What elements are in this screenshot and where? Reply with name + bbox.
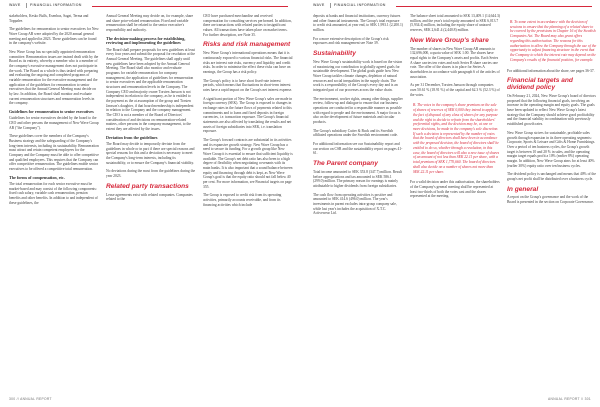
paragraph: Total income amounted to SEK 353.8 (347.7) million. Result before appropriations and tax amounted to SEK 586.1 (299.0) million. The primary reason for earnings is mainly attributable to higher dividends from foreign subsidiaries. xyxy=(313,169,403,188)
paragraph: The Group's forward contracts are substantial in its activities and its expansive growth strategy. New Wave Group has a need to secure its funding. For a growth group like New Wave Group it is essential to ensure that sufficient liquidity is available. The Group's net debt ratio has also been to a high degree of flexibility when negotiating covenants with its main banks. It is also important that a sound balance between equity and financing through debt is kept, as New Wave Group's goal is that the equity ratio should not fall below 40 per cent. For more information, see Financial targets on page 355. xyxy=(203,138,293,189)
text-column-2 xyxy=(106,14,196,206)
subsection-heading: Guidelines for remuneration to senior executives xyxy=(9,109,94,115)
paragraph: A significant portion of New Wave Group's sales are made in foreign currency (SEK). The Group is exposed to changes in exchange rates in the future flows of payments related to this commitments and to loans and fixed deposits in foreign currencies, i.e. transaction exposure. The Group's financial statements are also affected by translating the results and net assets of foreign subsidiaries into SEK, i.e. translation exposure. xyxy=(203,96,293,134)
paragraph: New Wave Group has no specially appointed remuneration committee. Remuneration issues are instead dealt with by the Board as its entirety, whereby a member who is a member of the company's executive management does not participate in the work. The Board as a whole is thus tasked with preparing and evaluating the ongoing and completed programs of variable remuneration for the executive management and the application of the guidelines for remuneration to senior executives that the Annual General Meeting must decide on by law. In addition, the Board shall monitor and evaluate current remuneration structures and remuneration levels in the company. xyxy=(9,50,99,106)
paragraph: stakeholders, Kesko Bulls, Exenbus, Sagat, Terma and Toppalee. xyxy=(9,14,89,23)
paragraph: For a more extensive description of the Group's risk exposures and risk management see Note 39. xyxy=(313,36,389,46)
paragraph: For additional information see our Sustainability report and our section on CSR and the sustainability report on pages 41-61. xyxy=(313,142,403,156)
pull-quote-text: B. The votes in the company's share premium on the sale of shares of reserves of SEK 0,000 they intend to apply to the fact of disposal of any class of shares for any purpose and the right to decide to refrain from the shareholders' preferential rights, and the decision may be, at one or more decisions, be made in the company's sole discretion. If such a decision is represented by the number of votes that the board of directors shall have been in accordance with the proposed decision, the board of directors shall be entitled to do so, whether through a resolution, in this case, the board of directors will also a new issue of shares of an amount of not less than SEK 22.11 per share, with a total premium of SEK 1,770,660. The board of directors shall also decide on a number of shares not more than SEK 22.11 per share. xyxy=(413,103,500,174)
paragraph: The Group is exposed to credit risk from its operating activities, primarily accounts receivable, and from its financing activities which include xyxy=(203,193,282,207)
paragraph: No deviations during the most from the guidelines during the year 2023. xyxy=(106,169,196,178)
section-heading: The Parent company xyxy=(313,160,378,168)
pull-quote xyxy=(410,103,500,174)
paragraph: These guidelines cover the members of the Company's Business strategy and the safeguarding of the Company's long-term interests, including its sustainability. Remuneration must attract and retain competent employees for the Company and the Company must be able to offer competitive and qualified employees. This requires that the Company can offer competitive remuneration. The guidelines enable senior executives to be offered a competitive total remuneration. xyxy=(9,134,99,172)
text-column-5 xyxy=(410,14,500,203)
brand-right: WAVE xyxy=(313,3,325,7)
paragraph: The cash flow from operating activities is positive and amounted to SEK 414.6 (496.0) million. The year's investments in parent excludes intra-group company sale, while last year's includes the acquisition of X.T.C. Activewear Ltd. xyxy=(313,192,397,216)
paragraph: A report on the Group's governance and the work of the Board is presented in the section on Corporate Governance. xyxy=(507,195,594,205)
pull-quote-text: B. To some extent in accordance with the decision of sessions to ensure that the planning of a related share to be covered by the provisions in Chapter 16 of the Swedish Companies Act. The Board may also grant offers regarding this authorisation. The reasons for this authorisation to allow the Company through the use of the opportunity to adjust financing structure in the event that the Company to which the interest rate may depend on the Company's results of the financial position, for example. xyxy=(510,20,597,62)
section-heading: Related party transactions xyxy=(106,182,189,190)
section-heading: In general xyxy=(507,185,539,193)
paragraph: The dividend policy is unchanged and means that 40% of the group's net profit shall be distributed over a business cycle. xyxy=(507,172,596,181)
paragraph: As per 31 December, Torsten Jansson through companies own 50.61 % (18.91 %) of the capital and 62.3 % (52.3 %) of the votes. xyxy=(410,83,500,97)
subsection-heading: The forms of compensation, etc. xyxy=(9,174,65,180)
paragraph: New Wave Group's international operations means that it is continuously exposed to various financial risks. The financial risks are interest rate risks, currency and liquidity and credit risks. In order to minimise the effect these risks can have on earnings, the Group has a risk policy. xyxy=(203,51,293,74)
text-column-6 xyxy=(507,14,597,209)
section-title-left: FINANCIAL INFORMATION xyxy=(30,3,82,7)
subsection-heading: Deviation from the guidelines xyxy=(106,134,158,140)
footer-right: ANNUAL REPORT // 301 xyxy=(548,397,591,401)
paragraph: New Wave Group strives for sustainable, profitable sales growth through expansion in its three operating segments: Corporate, Sports & Leisure and Gifts & Home Furnishings. Over a period of ten business cycles, the Group's growth target is between 10 and 20 % in sales, and the operating margin target equals profit a 10% (earlier 8%) operating margin. In addition, New Wave Group aims for at least 40% (earlier 30%) equity ratio over ten business cycles. xyxy=(507,130,596,168)
subsection-heading: The decision-making process for establishing, reviewing and implementing the guidelines xyxy=(106,35,186,46)
paragraph: Annual General Meeting may decide on, for example, share and share price-related remuneration. Fixed and variable remuneration shall be related to the senior executive's responsibility and authority. xyxy=(106,14,194,33)
paragraph: The balance sheet total amounted to SEK 13,409.1 (14,644.3) million, and the year's total equity amounted to SEK 6,013.7 (5,934.4) million, including the equity share of untaxed reserves, SEK 2,641.4 (2,440.8) million. xyxy=(410,14,500,33)
paragraph: The total remuneration for each senior executive must be market-based and may consist of the following components: fixed cash salary, variable cash remuneration, pension benefits and other benefits. In addition to and independent of these guidelines, the xyxy=(9,181,98,205)
paragraph: The environment, worker rights, among other things, supplier review, follow-up and dialogue to ensure that our business operations are conducted in a responsible manner as possible with regard to people and the environment. A major focus is also on the development of future materials and circular products. xyxy=(313,96,403,125)
paragraph: CEO have purchased merchandise and received compensation for consulting services performed. In addition, there are transactions with related parties to insignificant values. All transactions have taken place on market terms. For further description, see Note 35. xyxy=(203,14,292,37)
header-rule-right xyxy=(396,6,592,7)
paragraph: On February 21, 2024, New Wave Group's board of directors proposed that the following financial goals, involving an increase in the operating margin and equity goals. The goals have been updated to reflect New Wave Group's latest strategy that the Company should achieve good profitability and the financial stability in combination with previously established growth rates. xyxy=(507,94,596,127)
section-heading: Sustainability xyxy=(313,50,356,58)
paragraph: The Group's subsidiary Cutter & Buck and its Swedish affiliated operations under the Swedish environment code. xyxy=(313,128,398,138)
paragraph: Guidelines for senior executives decided by the board to the CEO and other persons the management of New Wave Group AB ("the Company"). xyxy=(9,116,99,130)
header-divider-right xyxy=(330,3,331,8)
section-heading: Risks and risk management xyxy=(203,41,291,49)
text-column-3 xyxy=(203,14,293,211)
paragraph: The Board may decide to temporarily deviate from the guidelines in whole or in part if there are special reasons and special reasons for this and a deviation is necessary to meet the Company's long-term interests, including its sustainability, or to ensure the Company's financial viability. xyxy=(106,141,195,165)
paragraph: The guidelines for remuneration to senior executives for New Wave Group AB were adopted by the 2020 annual general meeting and applied in 2023. These guidelines can be found in the company's website. xyxy=(9,27,99,46)
paragraph: New Wave Group's sustainability work is based on the vision of maximizing our contribution to globally agreed goals for sustainable development. The global goals guide how New Wave Group tackles climate changes, depletion of natural resources and social inequalities in the supply chain. The work is a responsibility of the Group's every day and is an integrated part of our processes across the value chain. xyxy=(313,59,403,92)
paragraph: Lease agreements exist with related companies. Companies related to the xyxy=(106,192,193,202)
paragraph: For additional information about the share, see pages 36-37. xyxy=(507,68,595,73)
brand-left: WAVE xyxy=(9,3,21,7)
section-heading: New Wave Group's share xyxy=(410,36,489,44)
text-column-1 xyxy=(9,14,99,209)
paragraph: The number of shares in New Wave Group AB amounts to 132,696,000, a quota value of SEK 1.00. The shares have equal rights to the Company's assets and profits. Each Series A share carries ten votes and each Series B share carries one vote. The offer of the shares is in place for Series A shareholders in accordance with paragraph 6 of the articles of association. xyxy=(410,46,500,79)
pull-quote xyxy=(507,20,597,63)
header-divider-left xyxy=(26,3,27,8)
paragraph: The Board shall prepare proposals for new guidelines at least every four years and submit the proposal for resolution at the Annual General Meeting. The guidelines shall apply until new guidelines have been adopted by the Annual General Meeting. The Board shall also monitor and evaluate programs for variable remuneration for company management, the application of guidelines for remuneration to senior executives and the applicable remuneration structures and remuneration levels in the Company. The Company CEO and majority owner Torsten Jansson is not independent in relation to the company, as he is entitled to the payment as the at assumption of the group and Torsten Jansson's daughter, if that board membership is independent in relation to the Company and the company management. The CEO is not a member of the Board of Directors' consideration of and decisions on remuneration-related matters, other persons in the company management, to the extent they are affected by the issues. xyxy=(106,47,196,132)
section-title-right: FINANCIAL INFORMATION xyxy=(334,3,386,7)
section-heading: Financial targets and dividend policy xyxy=(507,77,573,92)
page-header xyxy=(0,0,600,14)
footer-left: 300 // ANNUAL REPORT xyxy=(9,397,52,401)
text-column-4 xyxy=(313,14,403,220)
paragraph: For a valid decision under this authorisation, the shareholders of the Company's general meeting shall be represented at least two-thirds of both the votes cast and the shares represented at the meeting. xyxy=(410,180,500,199)
page-footer xyxy=(0,397,600,405)
header-rule-left xyxy=(92,6,288,7)
paragraph: The Group's policy is to have short fixed-rate interest periods, which means that fluctuations in short-term interest rates have a rapid impact on the Group's net interest expense. xyxy=(203,78,293,92)
paragraph: deposits at banks and financial institutions, currency futures and other financial instruments. The Group's total exposure to credit risk amounted, at year end, to SEK 1,993.1 (2,200.1) million. xyxy=(313,14,403,33)
